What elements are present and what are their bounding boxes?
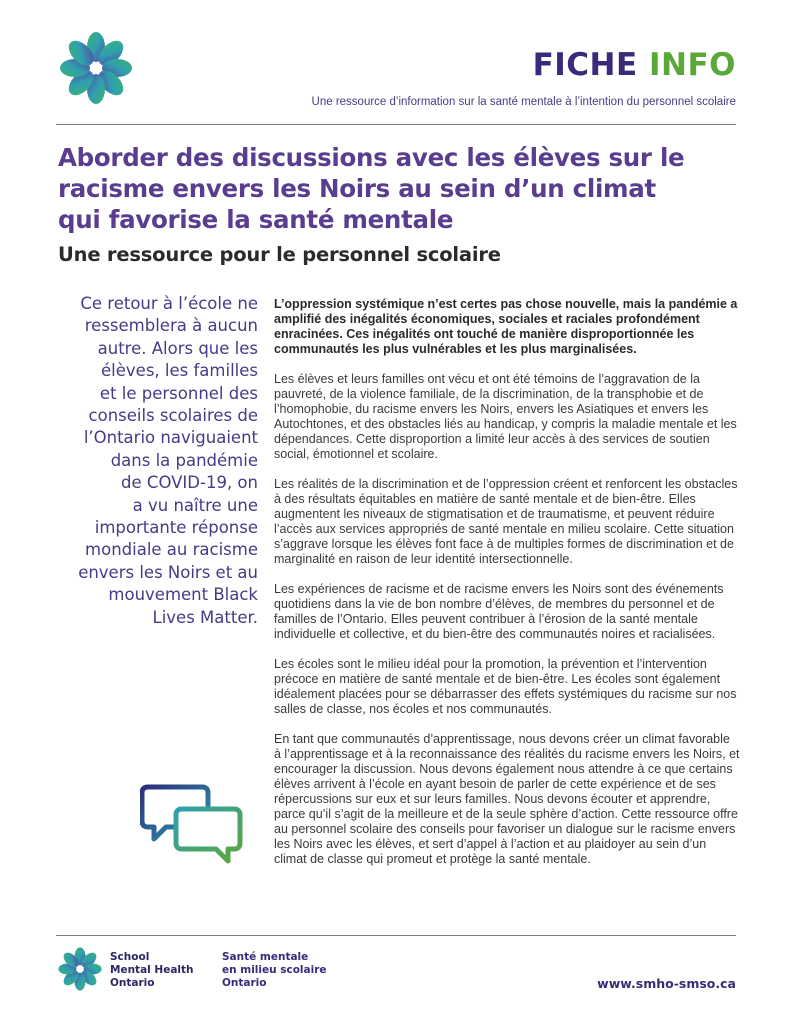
intro-line: et le personnel des: [99, 383, 258, 403]
intro-line: dans la pandémie: [110, 450, 258, 470]
body-paragraph: Les expériences de racisme et de racisme envers les Noirs sont des événements quotidiens dans la vie de bon nombre d’élèves, de membres du personnel et de familles de l’Ontario. Elles peuvent contribuer à l’érosion de la santé mentale individuelle et collective, et du bien-être des communautés noires et racialisées.: [274, 582, 724, 641]
page-subtitle: Une ressource pour le personnel scolaire: [58, 243, 501, 266]
intro-line: élèves, les familles: [101, 361, 258, 381]
intro-line: l’Ontario naviguaient: [83, 428, 258, 448]
intro-line: importante réponse: [94, 518, 258, 538]
header-title-word1: FICHE: [532, 47, 638, 83]
page-title: Aborder des discussions avec les élèves sur le racisme envers les Noirs au sein d’un climat qui favorise la santé mentale: [58, 143, 685, 234]
intro-line: autre. Alors que les: [97, 338, 258, 358]
intro-line: a vu naître une: [132, 495, 258, 515]
intro-callout: [58, 293, 258, 629]
body-paragraph: Les réalités de la discrimination et de l’oppression créent et renforcent les obstacles à des résultats équitables en matière de santé mentale et de bien-être. Elles augmentent les niveaux de stigmatisation et de traumatisme, et peuvent réduire l’accès aux services appropriés de santé mentale en milieu scolaire. Cette situation s’aggrave lorsque les élèves font face à de multiples formes de discrimination et de marginalité en raison de leur identité intersectionnelle.: [274, 477, 738, 566]
intro-line: ressemblera à aucun: [84, 316, 258, 336]
org-name-line: Santé mentale: [222, 951, 309, 963]
header-title: [532, 47, 736, 83]
intro-line: Ce retour à l’école ne: [80, 294, 258, 313]
org-name-line: Ontario: [110, 977, 155, 989]
intro-line: mondiale au racisme: [85, 540, 258, 560]
intro-line: envers les Noirs et au: [78, 562, 258, 582]
body-text: [274, 297, 740, 882]
lead-paragraph: L’oppression systémique n’est certes pas chose nouvelle, mais la pandémie a amplifié des inégalités économiques, sociales et raciales profondément enracinées. Ces inégalités ont touché de manière disproportionnée les communautés les plus vulnérables et les plus marginalisées.: [274, 297, 738, 356]
intro-line: mouvement Black: [108, 585, 258, 605]
intro-line: de COVID-19, on: [121, 473, 258, 493]
website-link[interactable]: www.smho-smso.ca: [597, 976, 736, 991]
flower-burst-logo-icon: [56, 945, 104, 993]
org-name-french: [222, 951, 327, 990]
intro-line: Lives Matter.: [152, 607, 258, 627]
header-tagline: Une ressource d’information sur la santé mentale à l’intention du personnel scolaire: [311, 96, 736, 108]
org-name-line: School: [110, 951, 150, 963]
org-name-line: en milieu scolaire: [222, 964, 327, 976]
body-paragraph: En tant que communautés d’apprentissage, nous devons créer un climat favorable à l’apprentissage et à la reconnaissance des réalités du racisme envers les Noirs, et encourager la discussion. Nous devons également nous attendre à ce que certains élèves arrivent à l’école en ayant besoin de parler de cette expérience et de ses répercussions sur eux et sur leurs familles. Nous devons écouter et apprendre, parce qu’il s’agit de la meilleure et de la seule sphère d’action. Cette ressource offre au personnel scolaire des conseils pour favoriser un dialogue sur le racisme envers les Noirs avec les élèves, et sert d’appel à l’action et au plaidoyer au sein d’un climat de classe qui promeut et protège la santé mentale.: [274, 732, 740, 866]
flower-burst-logo-icon: [56, 28, 136, 108]
header-divider: [56, 124, 736, 125]
footer-divider: [56, 935, 736, 936]
org-name-line: Ontario: [222, 977, 267, 989]
org-name-line: Mental Health: [110, 964, 194, 976]
body-paragraph: Les écoles sont le milieu idéal pour la promotion, la prévention et l’intervention précoce en matière de santé mentale et de bien-être. Les écoles sont également idéalement placées pour se débarrasser des effets systémiques du racisme sur nos salles de classe, nos écoles et nos communautés.: [274, 657, 737, 716]
header-title-word2: INFO: [648, 47, 736, 83]
intro-line: conseils scolaires de: [88, 406, 258, 426]
body-paragraph: Les élèves et leurs familles ont vécu et ont été témoins de l’aggravation de la pauvreté, de la violence familiale, de la discrimination, de la transphobie et de l’homophobie, du racisme envers les Noirs, envers les Asiatiques et envers les Autochtones, et des obstacles liés au handicap, y compris la maladie mentale et les dépendances. Cette disproportion a limité leur accès à des services de soutien social, émotionnel et scolaire.: [274, 372, 737, 461]
org-name-english: [110, 951, 194, 990]
speech-bubbles-icon: [140, 783, 244, 867]
